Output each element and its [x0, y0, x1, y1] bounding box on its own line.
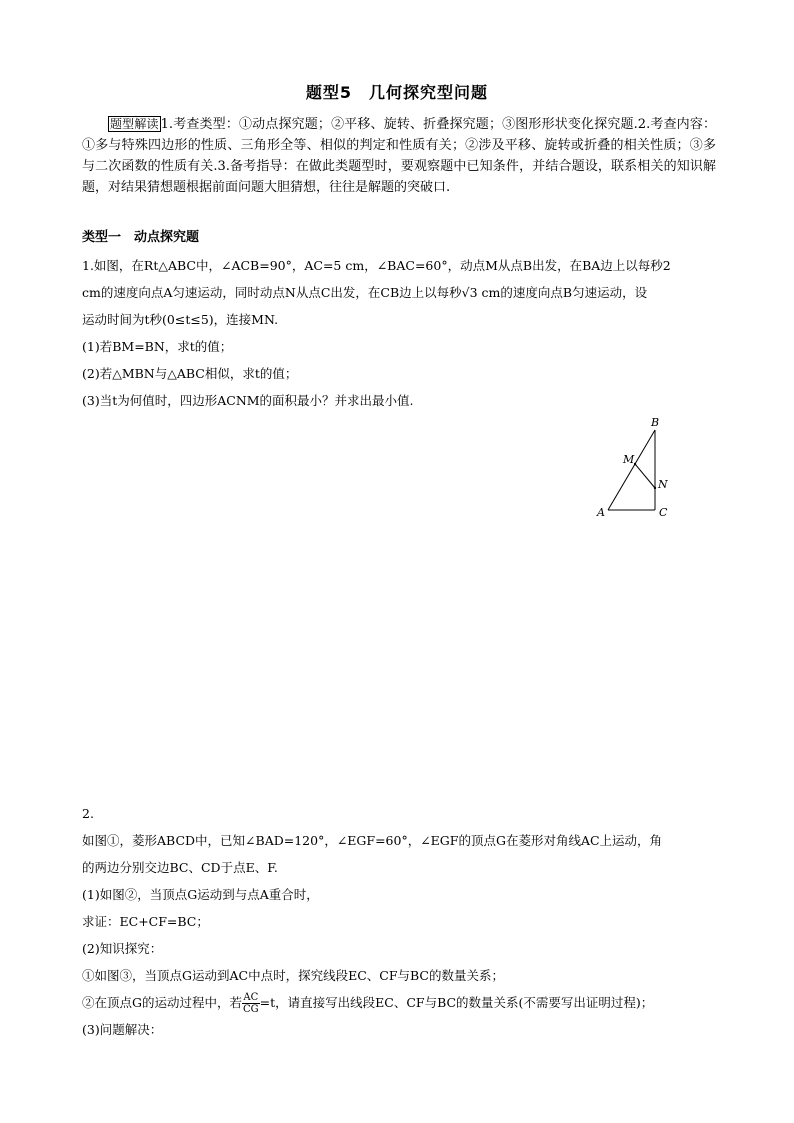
q2-part-2b	[82, 989, 722, 1016]
q2-part-1b: 求证：EC+CF=BC；	[82, 914, 209, 929]
intro-text: 1.考查类型：①动点探究题；②平移、旋转、折叠探究题；③图形形状变化探究题.2.考查内容：①多与特殊四边形的性质、三角形全等、相似的判定和性质有关；②涉及平移、旋转或折叠的相关性质；③多与二次函数的性质有关.3.备考指导：在做此类题型时，要观察题中已知条件，并结合题设，联系相关的知识解题，对结果猜想题根据前面问题大胆猜想，往往是解题的突破口.	[82, 117, 716, 195]
question-1	[82, 252, 722, 414]
intro-tag: 题型解读	[110, 117, 159, 131]
label-c: C	[659, 506, 668, 519]
q1-part-3: (3)当t为何值时，四边形ACNM的面积最小？并求出最小值.	[82, 393, 414, 408]
label-n: N	[658, 478, 668, 491]
q2-part-2b-post: =t，请直接写出线段EC、CF与BC的数量关系(不需要写出证明过程)；	[259, 995, 654, 1010]
q2-part-2a: ①如图③，当顶点G运动到AC中点时，探究线段EC、CF与BC的数量关系；	[82, 968, 504, 983]
q2-part-2b-pre: ②在顶点G的运动过程中，若	[82, 995, 242, 1010]
q2-line-2: 的两边分别交边BC、CD于点E、F.	[82, 860, 278, 875]
segment-ab	[608, 430, 655, 510]
q2-part-3: (3)问题解决：	[82, 1022, 163, 1037]
label-a: A	[597, 506, 605, 519]
point-n	[654, 487, 656, 489]
q1-part-2: (2)若△MBN与△ABC相似，求t的值；	[82, 366, 298, 381]
q2-line-1: 如图①，菱形ABCD中，已知∠BAD=120°，∠EGF=60°，∠EGF的顶点G在菱形对角线AC上运动，角	[82, 833, 663, 848]
label-b: B	[651, 416, 660, 429]
q1-part-1: (1)若BM=BN，求t的值；	[82, 339, 233, 354]
q2-part-1: (1)如图②，当顶点G运动到与点A重合时，	[82, 887, 319, 902]
label-m: M	[623, 453, 635, 466]
intro-paragraph	[82, 114, 716, 198]
q2-number: 2.	[82, 806, 94, 821]
segment-mn	[635, 464, 655, 488]
fraction-denominator: CG	[243, 1004, 259, 1015]
q1-line-1: 1.如图，在Rt△ABC中，∠ACB=90°，AC=5 cm，∠BAC=60°，动点M从点B出发，在BA边上以每秒2	[82, 258, 671, 273]
q1-line-2: cm的速度向点A匀速运动，同时动点N从点C出发，在CB边上以每秒√3 cm的速度向点B匀速运动，设	[82, 285, 648, 300]
page-title: 题型5 几何探究型问题	[305, 83, 489, 102]
triangle-figure	[590, 410, 680, 525]
fraction-ac-cg	[242, 992, 260, 1015]
question-2	[82, 800, 722, 1043]
q2-part-2: (2)知识探究：	[82, 941, 163, 956]
fraction-numerator: AC	[243, 992, 259, 1003]
q1-line-3: 运动时间为t秒(0≤t≤5)，连接MN.	[82, 312, 279, 327]
section-title: 类型一 动点探究题	[82, 230, 200, 245]
